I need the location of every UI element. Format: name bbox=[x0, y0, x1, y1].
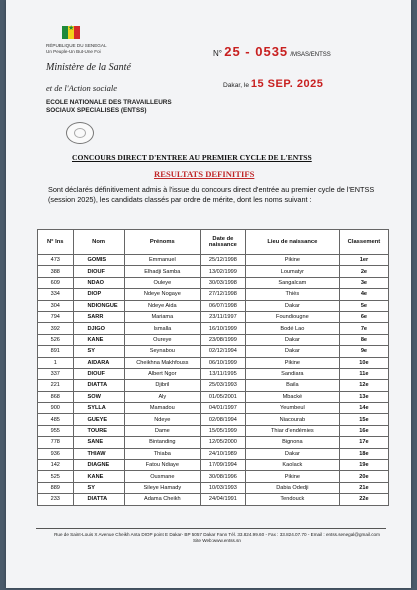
cell-lieu: Thiar d'endémies bbox=[245, 425, 339, 436]
cell-classement: 3e bbox=[339, 277, 388, 288]
cell-date: 25/03/1993 bbox=[200, 380, 245, 391]
cell-lieu: Mbacké bbox=[245, 391, 339, 402]
cell-date: 17/09/1994 bbox=[200, 460, 245, 471]
cell-classement: 22e bbox=[339, 494, 388, 505]
table-row bbox=[38, 323, 389, 334]
cell-prenoms: Seynabou bbox=[124, 346, 200, 357]
reference-number bbox=[213, 44, 331, 59]
cell-date: 15/05/1999 bbox=[200, 425, 245, 436]
footer-divider bbox=[36, 528, 386, 529]
cell-classement: 10e bbox=[339, 357, 388, 368]
cell-lieu: Thiès bbox=[245, 289, 339, 300]
cell-lieu: Loumatyr bbox=[245, 266, 339, 277]
reference-value: 25 - 0535 bbox=[224, 44, 289, 59]
cell-lieu: Dabia Odedji bbox=[245, 482, 339, 493]
table-row bbox=[38, 494, 389, 505]
cell-date: 06/10/1999 bbox=[200, 357, 245, 368]
cell-num: 900 bbox=[38, 403, 74, 414]
school-name bbox=[46, 99, 206, 115]
results-subtitle: RESULTATS DEFINITIFS bbox=[154, 169, 255, 179]
table-row bbox=[38, 311, 389, 322]
cell-classement: 21e bbox=[339, 482, 388, 493]
cell-lieu: Niacourab bbox=[245, 414, 339, 425]
table-row bbox=[38, 482, 389, 493]
cell-classement: 4e bbox=[339, 289, 388, 300]
cell-num: 473 bbox=[38, 255, 74, 266]
cell-lieu: Pikine bbox=[245, 255, 339, 266]
table-row bbox=[38, 277, 389, 288]
cell-nom: THIAW bbox=[73, 448, 124, 459]
table-row bbox=[38, 334, 389, 345]
reference-suffix: /MSAS/ENTSS bbox=[290, 52, 331, 58]
header-prenoms: Prénoms bbox=[124, 230, 200, 255]
cell-prenoms: Ousmane bbox=[124, 471, 200, 482]
cell-nom: GOMIS bbox=[73, 255, 124, 266]
table-row bbox=[38, 300, 389, 311]
intro-paragraph: Sont déclarés définitivement admis à l'issue du concours direct d'entrée au premier cycle de l'ENTSS (session 2025), les candidats classés par ordre de mérite, dont les noms suivant : bbox=[48, 185, 375, 204]
cell-nom: DIOP bbox=[73, 289, 124, 300]
cell-classement: 11e bbox=[339, 368, 388, 379]
cell-date: 25/12/1998 bbox=[200, 255, 245, 266]
cell-lieu: Sangalcam bbox=[245, 277, 339, 288]
cell-prenoms: Ndeye bbox=[124, 414, 200, 425]
cell-nom: NDAO bbox=[73, 277, 124, 288]
footer-address: Rue de Saint-Louis X Avenue Cheikh Anta DIOP point E Dakar- BP 5057 Dakar Fann Tél. 33.824.99.60 - Fax : 33.824.07.70 - Email : entss.senegal@gmail.com Site Web:www.entss.sn bbox=[54, 532, 380, 543]
cell-date: 16/10/1999 bbox=[200, 323, 245, 334]
table-row bbox=[38, 460, 389, 471]
header-date: Date de naissance bbox=[200, 230, 245, 255]
cell-prenoms: Elhadji Samba bbox=[124, 266, 200, 277]
cell-classement: 17e bbox=[339, 437, 388, 448]
cell-num: 304 bbox=[38, 300, 74, 311]
date-prefix: Dakar, le bbox=[223, 82, 250, 89]
cell-num: 955 bbox=[38, 425, 74, 436]
cell-classement: 13e bbox=[339, 391, 388, 402]
republic-heading bbox=[46, 43, 107, 55]
cell-classement: 19e bbox=[339, 460, 388, 471]
cell-nom: SY bbox=[73, 482, 124, 493]
cell-nom: KANE bbox=[73, 471, 124, 482]
header-lieu: Lieu de naissance bbox=[245, 230, 339, 255]
cell-lieu: Dakar bbox=[245, 448, 339, 459]
cell-num: 794 bbox=[38, 311, 74, 322]
cell-prenoms: Adama Cheikh bbox=[124, 494, 200, 505]
cell-prenoms: Djibril bbox=[124, 380, 200, 391]
reference-prefix: N° bbox=[213, 49, 222, 58]
ministry-line-2: et de l'Action sociale bbox=[46, 83, 117, 93]
date-line bbox=[223, 78, 323, 90]
document-page bbox=[6, 0, 411, 588]
cell-date: 01/05/2001 bbox=[200, 391, 245, 402]
cell-nom: DIAGNE bbox=[73, 460, 124, 471]
cell-num: 392 bbox=[38, 323, 74, 334]
cell-prenoms: Cheikhna Makhfouss bbox=[124, 357, 200, 368]
header-nom: Nom bbox=[73, 230, 124, 255]
cell-nom: SARR bbox=[73, 311, 124, 322]
cell-nom: DJIGO bbox=[73, 323, 124, 334]
republic-name: RÉPUBLIQUE DU SENEGAL bbox=[46, 43, 107, 48]
cell-lieu: Sandiara bbox=[245, 368, 339, 379]
cell-lieu: Foundiougne bbox=[245, 311, 339, 322]
cell-prenoms: Ismalla bbox=[124, 323, 200, 334]
cell-nom: TOURE bbox=[73, 425, 124, 436]
cell-classement: 15e bbox=[339, 414, 388, 425]
cell-classement: 9e bbox=[339, 346, 388, 357]
cell-date: 23/11/1997 bbox=[200, 311, 245, 322]
cell-prenoms: Ouleye bbox=[124, 277, 200, 288]
school-name-line-1: ECOLE NATIONALE DES TRAVAILLEURS bbox=[46, 99, 172, 106]
cell-nom: NDIONGUE bbox=[73, 300, 124, 311]
cell-classement: 2e bbox=[339, 266, 388, 277]
cell-lieu: Pikine bbox=[245, 471, 339, 482]
cell-num: 388 bbox=[38, 266, 74, 277]
cell-prenoms: Sileye Hamady bbox=[124, 482, 200, 493]
date-stamp: 15 SEP. 2025 bbox=[250, 78, 324, 90]
cell-classement: 12e bbox=[339, 380, 388, 391]
table-row bbox=[38, 346, 389, 357]
cell-date: 12/05/2000 bbox=[200, 437, 245, 448]
cell-classement: 8e bbox=[339, 334, 388, 345]
cell-num: 334 bbox=[38, 289, 74, 300]
cell-prenoms: Ndeye Aida bbox=[124, 300, 200, 311]
cell-nom: DIOUF bbox=[73, 266, 124, 277]
cell-nom: AIDARA bbox=[73, 357, 124, 368]
cell-nom: DIOUF bbox=[73, 368, 124, 379]
table-row bbox=[38, 425, 389, 436]
cell-nom: SY bbox=[73, 346, 124, 357]
table-row bbox=[38, 289, 389, 300]
cell-classement: 16e bbox=[339, 425, 388, 436]
cell-num: 233 bbox=[38, 494, 74, 505]
cell-nom: SYLLA bbox=[73, 403, 124, 414]
table-row bbox=[38, 266, 389, 277]
cell-num: 142 bbox=[38, 460, 74, 471]
cell-date: 23/08/1999 bbox=[200, 334, 245, 345]
cell-prenoms: Mamadou bbox=[124, 403, 200, 414]
cell-date: 04/01/1997 bbox=[200, 403, 245, 414]
cell-lieu: Pikine bbox=[245, 357, 339, 368]
cell-prenoms: Emmanuel bbox=[124, 255, 200, 266]
cell-lieu: Yeumbeul bbox=[245, 403, 339, 414]
cell-prenoms: Dame bbox=[124, 425, 200, 436]
cell-nom: DIATTA bbox=[73, 380, 124, 391]
cell-date: 24/10/1989 bbox=[200, 448, 245, 459]
cell-prenoms: Fatou Ndiaye bbox=[124, 460, 200, 471]
cell-prenoms: Ndeye Nogaye bbox=[124, 289, 200, 300]
cell-num: 936 bbox=[38, 448, 74, 459]
cell-date: 30/08/1996 bbox=[200, 471, 245, 482]
cell-num: 1 bbox=[38, 357, 74, 368]
cell-prenoms: Albert Ngor bbox=[124, 368, 200, 379]
cell-lieu: Dakar bbox=[245, 346, 339, 357]
table-row bbox=[38, 414, 389, 425]
cell-num: 221 bbox=[38, 380, 74, 391]
cell-classement: 6e bbox=[339, 311, 388, 322]
table-row bbox=[38, 368, 389, 379]
cell-prenoms: Bintanding bbox=[124, 437, 200, 448]
cell-num: 609 bbox=[38, 277, 74, 288]
cell-prenoms: Aly bbox=[124, 391, 200, 402]
table-row bbox=[38, 391, 389, 402]
cell-nom: SANE bbox=[73, 437, 124, 448]
table-row bbox=[38, 255, 389, 266]
cell-date: 27/12/1998 bbox=[200, 289, 245, 300]
ministry-line-1: Ministère de la Santé bbox=[46, 62, 131, 73]
cell-nom: DIATTA bbox=[73, 494, 124, 505]
cell-classement: 20e bbox=[339, 471, 388, 482]
cell-date: 02/08/1994 bbox=[200, 414, 245, 425]
cell-date: 13/02/1999 bbox=[200, 266, 245, 277]
cell-classement: 7e bbox=[339, 323, 388, 334]
cell-classement: 5e bbox=[339, 300, 388, 311]
cell-num: 891 bbox=[38, 346, 74, 357]
cell-lieu: Baila bbox=[245, 380, 339, 391]
table-row bbox=[38, 357, 389, 368]
cell-num: 526 bbox=[38, 334, 74, 345]
cell-lieu: Bignona bbox=[245, 437, 339, 448]
cell-lieu: Dakar bbox=[245, 334, 339, 345]
cell-classement: 1er bbox=[339, 255, 388, 266]
cell-num: 889 bbox=[38, 482, 74, 493]
cell-num: 868 bbox=[38, 391, 74, 402]
cell-date: 06/07/1998 bbox=[200, 300, 245, 311]
cell-prenoms: Thiaba bbox=[124, 448, 200, 459]
cell-nom: SOW bbox=[73, 391, 124, 402]
school-name-line-2: SOCIAUX SPECIALISES (ENTSS) bbox=[46, 107, 147, 114]
results-table bbox=[37, 229, 389, 506]
cell-num: 485 bbox=[38, 414, 74, 425]
table-row bbox=[38, 403, 389, 414]
table-row bbox=[38, 448, 389, 459]
cell-lieu: Dakar bbox=[245, 300, 339, 311]
senegal-flag-icon bbox=[62, 26, 80, 39]
cell-date: 02/12/1994 bbox=[200, 346, 245, 357]
cell-classement: 18e bbox=[339, 448, 388, 459]
cell-num: 778 bbox=[38, 437, 74, 448]
cell-date: 24/04/1991 bbox=[200, 494, 245, 505]
cell-lieu: Tendouck bbox=[245, 494, 339, 505]
cell-nom: GUEYE bbox=[73, 414, 124, 425]
cell-date: 13/11/1995 bbox=[200, 368, 245, 379]
cell-lieu: Kaolack bbox=[245, 460, 339, 471]
cell-lieu: Bodé Lao bbox=[245, 323, 339, 334]
table-row bbox=[38, 471, 389, 482]
republic-motto: Un Peuple-Un But-Une Foi bbox=[46, 49, 101, 54]
table-header-row bbox=[38, 230, 389, 255]
header-classement: Classement bbox=[339, 230, 388, 255]
header-num: N° Ins bbox=[38, 230, 74, 255]
cell-date: 30/03/1998 bbox=[200, 277, 245, 288]
cell-classement: 14e bbox=[339, 403, 388, 414]
cell-prenoms: Oureye bbox=[124, 334, 200, 345]
cell-date: 10/03/1993 bbox=[200, 482, 245, 493]
cell-prenoms: Mariama bbox=[124, 311, 200, 322]
table-row bbox=[38, 437, 389, 448]
school-emblem-icon bbox=[66, 122, 94, 144]
cell-num: 337 bbox=[38, 368, 74, 379]
document-title: CONCOURS DIRECT D'ENTREE AU PREMIER CYCLE DE L'ENTSS bbox=[72, 153, 312, 162]
table-row bbox=[38, 380, 389, 391]
cell-num: 525 bbox=[38, 471, 74, 482]
cell-nom: KANE bbox=[73, 334, 124, 345]
